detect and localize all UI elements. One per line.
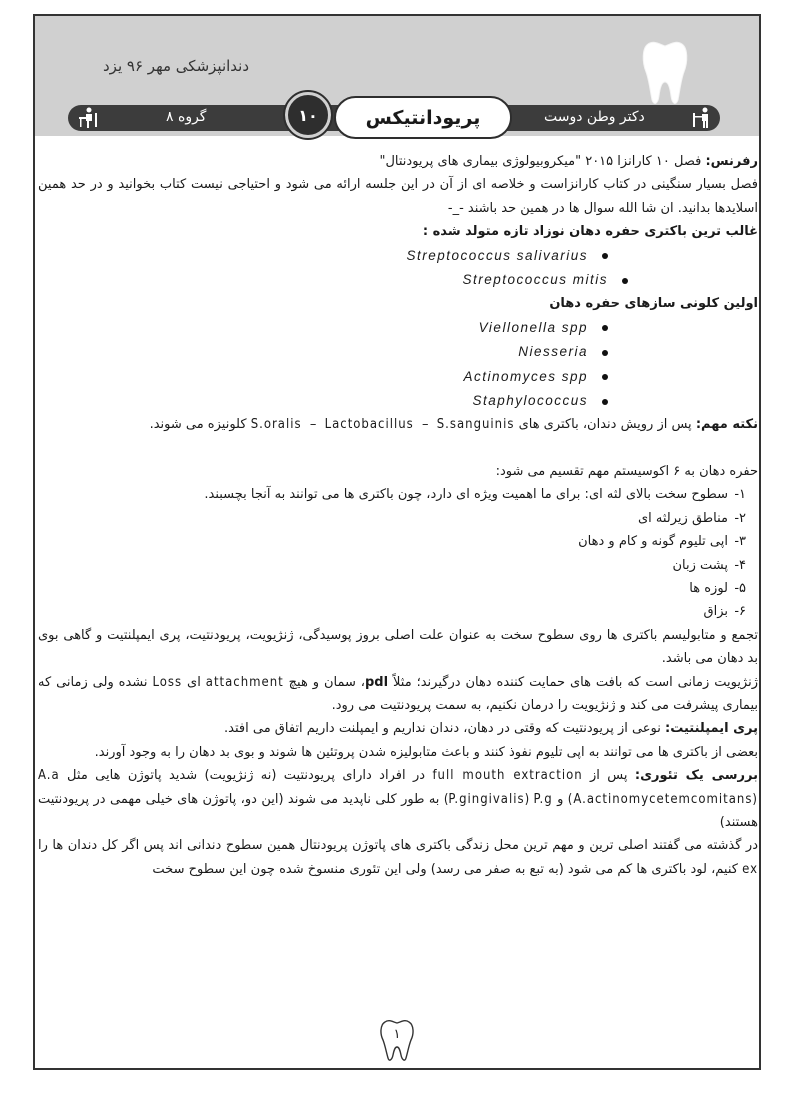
reference-text: فصل ۱۰ کارانزا ۲۰۱۵ "میکروبیولوژی بیماری های پریودنتال"	[379, 154, 702, 169]
list-item: ۶-بزاق	[703, 604, 746, 620]
spacer	[38, 437, 758, 460]
bullet-icon	[602, 399, 608, 405]
list-item: ۵-لوزه ها	[689, 580, 746, 596]
newborn-bacteria-list	[38, 244, 758, 293]
document-body	[38, 150, 758, 881]
teacher-icon	[691, 107, 715, 129]
list-item: ۱-سطوح سخت بالای لثه ای: برای ما اهمیت ویژه ای دارد، چون باکتری ها می توانند به آنجا بچسبند.	[204, 487, 746, 503]
theory-paragraph: بررسی یک تئوری: پس از full mouth extraction در افراد دارای پریودنتیت (نه ژنژیویت) شدید پاتوژن هایی مثل A.a (A.actinomycetemcomitans) و (P.gingivalis) P.g به طور کلی ناپدید می شوند (این دو، پاتوژن های خیلی مهمی در پریودنتیت هستند)	[38, 768, 758, 830]
bullet-icon	[622, 278, 628, 284]
tooth-logo-icon	[640, 38, 690, 108]
tooth-page-number-icon	[379, 1018, 415, 1062]
intro-paragraph: فصل بسیار سنگینی در کتاب کارانزاست و خلاصه ای از آن در این جلسه ارائه می شود و احتیاجی نیست کتاب بخوانید و در حد همین اسلایدها بدانید. ان شا الله سوال ها در همین حد باشند -_-	[38, 177, 758, 216]
note-label: نکته مهم:	[695, 417, 758, 433]
author-name: دکتر وطن دوست	[544, 109, 645, 125]
group-label: گروه ۸	[166, 109, 207, 125]
halitosis-paragraph: بعضی از باکتری ها می توانند به اپی تلیوم نفوذ کنند و باعث متابولیزه شدن پروتئین ها شوند و بوی بد دهان را به وجود آورند.	[94, 744, 758, 760]
list-item: Streptococcus salivarius	[38, 244, 608, 268]
ecosystem-intro: حفره دهان به ۶ اکوسیستم مهم تقسیم می شود:	[495, 463, 758, 479]
bullet-icon	[602, 374, 608, 380]
last-paragraph: در گذشته می گفتند اصلی ترین و مهم ترین محل زندگی باکتری های پاتوژن پریودنتال همین سطوح دندانی اند پس اگر کل دندان ها را ex کنیم، لود باکتری ها کم می شود (به تبع به صفر می رسد) ولی این تئوری منسوخ شده چون این سطوح سخت	[38, 838, 758, 877]
bullet-icon	[602, 350, 608, 356]
page-title: پریودانتیکس	[334, 96, 512, 139]
bullet-icon	[602, 253, 608, 259]
session-number-badge: ۱۰	[285, 92, 331, 138]
important-note: نکته مهم: پس از رویش دندان، باکتری های S.oralis – Lactobacillus – S.sanguinis کلونیزه می شوند.	[149, 417, 758, 433]
list-item: ۴-پشت زبان	[672, 557, 746, 573]
list-item: Niesseria	[38, 340, 608, 364]
bullet-icon	[602, 325, 608, 331]
colonizers-heading: اولین کلونی سازهای حفره دهان	[549, 296, 758, 312]
list-item: ۲-مناطق زیرلثه ای	[637, 510, 746, 526]
colonizers-list	[38, 316, 758, 414]
gingivitis-paragraph: ژنژیویت زمانی است که بافت های حمایت کننده دهان درگیرند؛ مثلاً pdl، سمان و هیچ attachment ای Loss نشده ولی زمانی که بیماری پیشرفت می کند و ژنژیویت را درمان نکنیم، به سمت پریودنتیت می رود.	[38, 674, 758, 713]
ecosystem-list	[38, 483, 746, 623]
periimplantitis-paragraph: پری ایمپلنتیت: نوعی از پریودنتیت که وقتی در دهان، دندان نداریم و ایمپلنت داریم اتفاق می افتد.	[224, 721, 758, 737]
newborn-heading: غالب ترین باکتری حفره دهان نوزاد تازه متولد شده :	[422, 224, 758, 240]
list-item: Actinomyces spp	[38, 365, 608, 389]
reference-label: رفرنس:	[705, 154, 758, 169]
page-number: ۱	[393, 1027, 401, 1042]
list-item: ۳-اپی تلیوم گونه و کام و دهان	[578, 534, 746, 550]
biofilm-paragraph: تجمع و متابولیسم باکتری ها روی سطوح سخت به عنوان علت اصلی بروز پوسیدگی، ژنژیویت، پریودنتیت، پری ایمپلنتیت و گاهی بوی بد دهان می باشد.	[38, 627, 758, 667]
reference-line	[38, 150, 758, 173]
course-caption: دندانپزشکی مهر ۹۶ یزد	[103, 57, 250, 75]
list-item: Streptococcus mitis	[38, 268, 628, 292]
student-desk-icon	[77, 107, 101, 129]
list-item: Staphylococcus	[38, 389, 608, 413]
list-item: Viellonella spp	[38, 316, 608, 340]
